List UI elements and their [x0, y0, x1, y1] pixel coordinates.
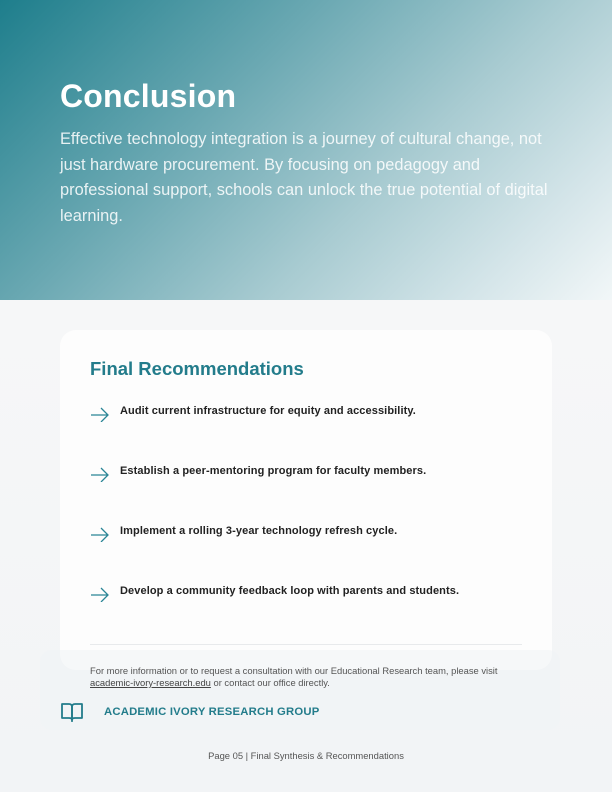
page-footer: Page 05 | Final Synthesis & Recommendations [208, 750, 404, 761]
arrow-right-icon [90, 466, 110, 482]
contact-note [90, 665, 520, 689]
brand-name: ACADEMIC IVORY RESEARCH GROUP [104, 706, 320, 718]
open-book-icon [60, 701, 84, 723]
hero-banner [0, 0, 612, 300]
brand [60, 701, 319, 723]
recommendation-label: Implement a rolling 3-year technology refresh cycle. [120, 525, 398, 537]
recommendations-card [60, 330, 552, 670]
divider [90, 644, 522, 645]
arrow-right-icon [90, 586, 110, 602]
recommendations-title: Final Recommendations [90, 358, 304, 379]
recommendation-label: Audit current infrastructure for equity and accessibility. [120, 405, 416, 417]
arrow-right-icon [90, 406, 110, 422]
recommendation-item [90, 524, 530, 546]
contact-prefix: For more information or to request a consultation with our Educational Research team, please visit [90, 665, 498, 676]
recommendation-label: Establish a peer-mentoring program for faculty members. [120, 465, 427, 477]
recommendation-item [90, 404, 530, 426]
recommendation-item [90, 464, 530, 486]
page-title: Conclusion [60, 78, 237, 114]
website-link[interactable]: academic-ivory-research.edu [90, 677, 211, 688]
hero-summary: Effective technology integration is a journey of cultural change, not just hardware procurement. By focusing on pedagogy and professional support, schools can unlock the true potential of digital learning. [60, 130, 548, 226]
recommendation-label: Develop a community feedback loop with parents and students. [120, 585, 460, 597]
recommendation-item [90, 584, 530, 606]
arrow-right-icon [90, 526, 110, 542]
contact-suffix: or contact our office directly. [210, 677, 330, 688]
